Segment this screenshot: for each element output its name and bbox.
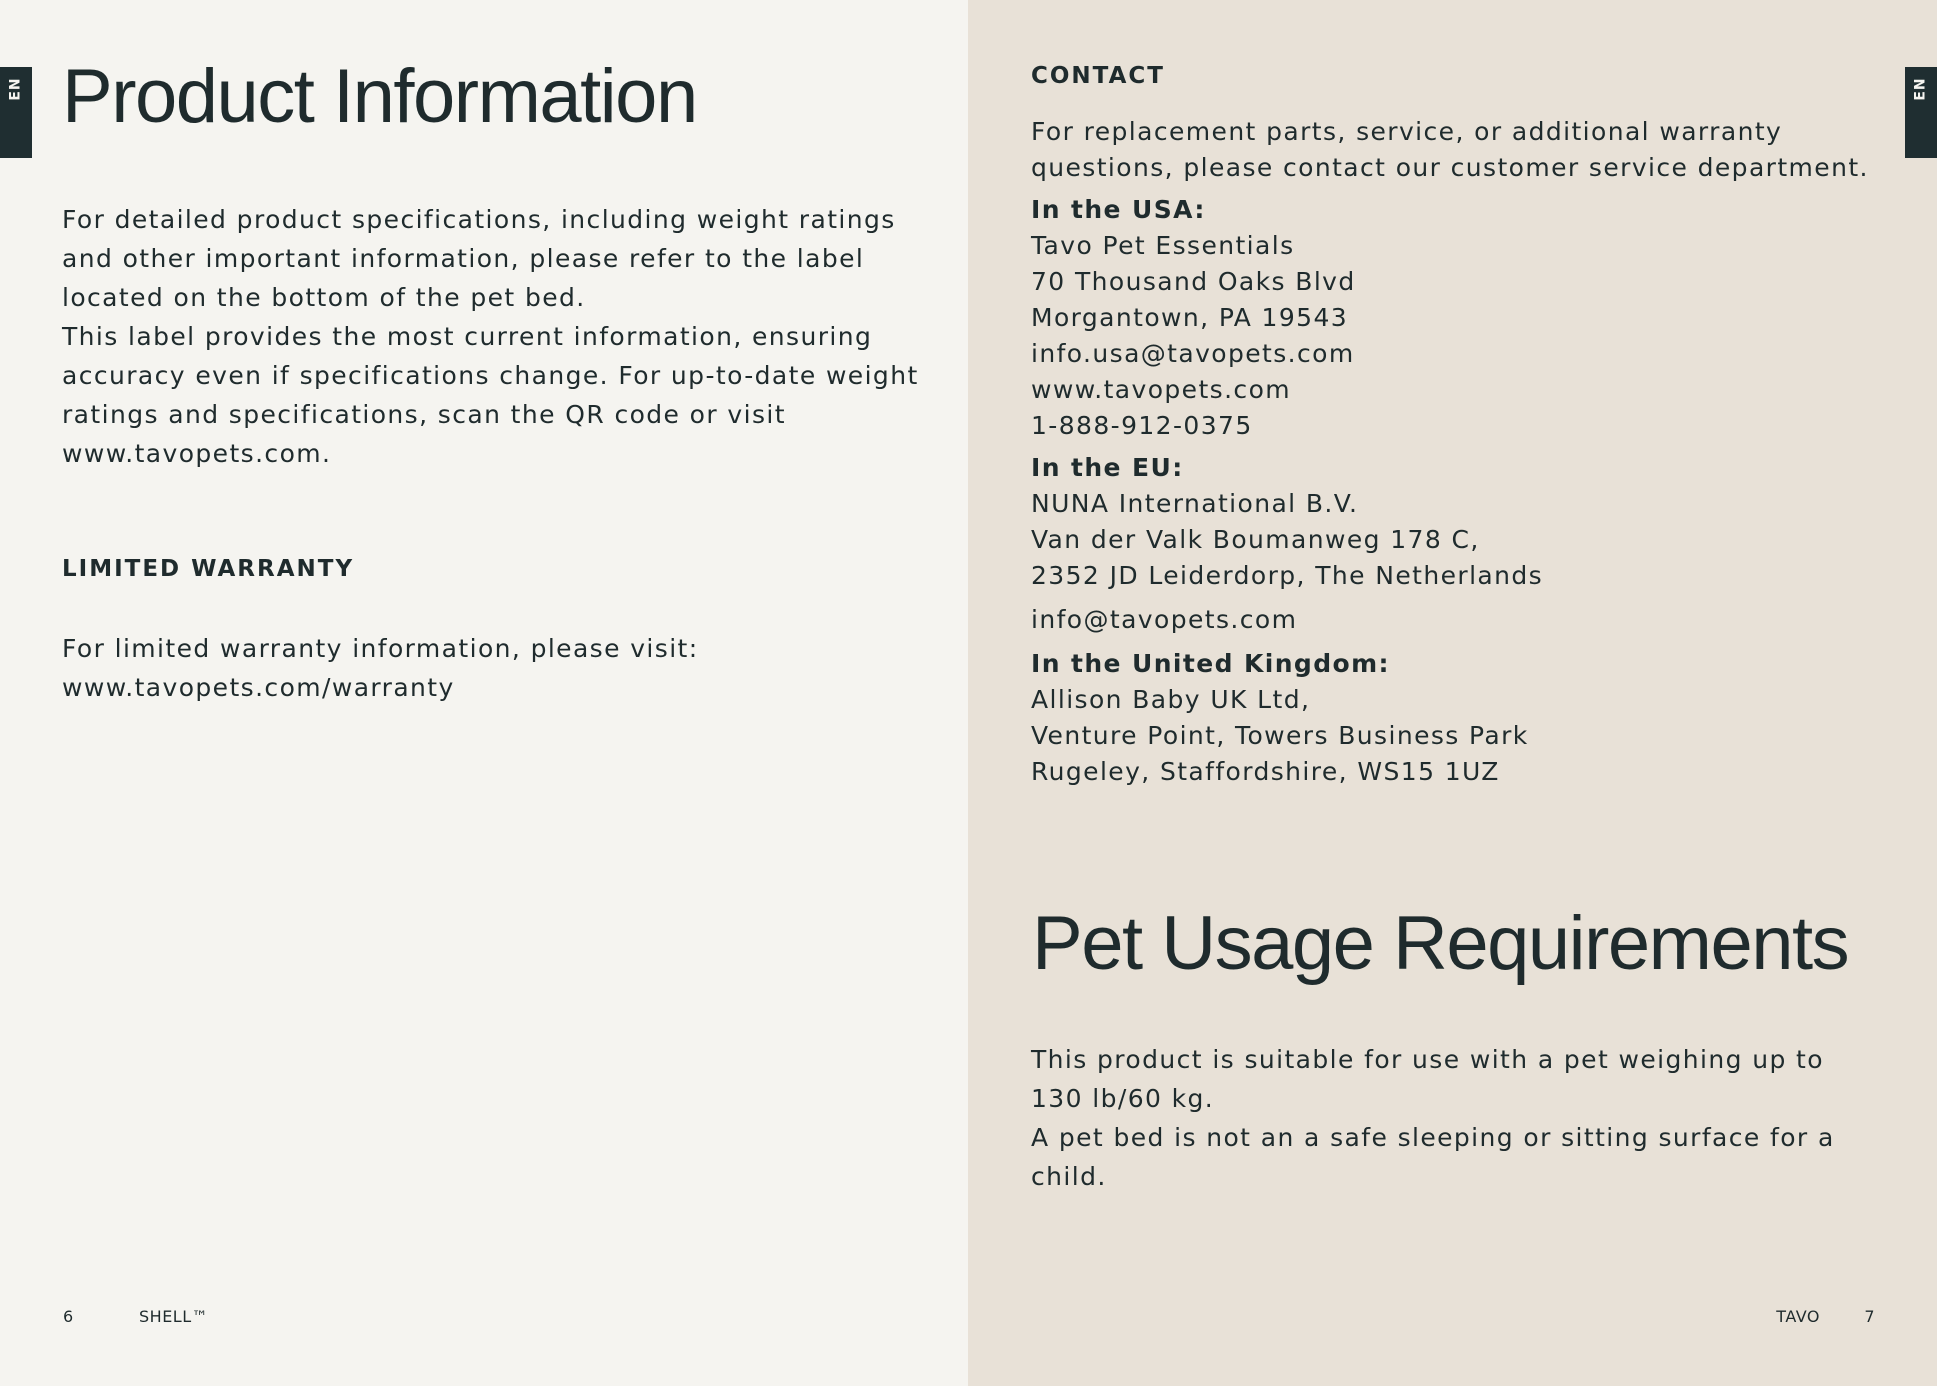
contact-block: [1031, 114, 1911, 796]
contact-uk: [1031, 646, 1911, 790]
usa-phone[interactable]: 1-888-912-0375: [1031, 411, 1253, 440]
contact-heading: CONTACT: [1031, 63, 1165, 89]
page-title-pet-usage: Pet Usage Requirements: [1032, 901, 1849, 986]
limited-warranty-heading: LIMITED WARRANTY: [62, 556, 355, 582]
eu-company: NUNA International B.V.: [1031, 489, 1359, 518]
contact-intro: For replacement parts, service, or additional warranty questions, please contact our customer service department.: [1031, 117, 1869, 182]
product-name-footer: SHELL™: [139, 1307, 209, 1326]
eu-email[interactable]: info@tavopets.com: [1031, 605, 1298, 634]
usa-city: Morgantown, PA 19543: [1031, 303, 1349, 332]
uk-label: In the United Kingdom:: [1031, 649, 1390, 678]
page-title-product-information: Product Information: [62, 54, 697, 139]
brand-footer: TAVO: [1776, 1307, 1820, 1326]
usa-company: Tavo Pet Essentials: [1031, 231, 1295, 260]
usa-website[interactable]: www.tavopets.com: [1031, 375, 1292, 404]
left-page: [0, 0, 968, 1386]
warranty-link[interactable]: www.tavopets.com/warranty: [62, 673, 455, 702]
contact-usa: [1031, 192, 1911, 444]
language-tab-left: [0, 67, 32, 158]
uk-city: Rugeley, Staffordshire, WS15 1UZ: [1031, 757, 1500, 786]
pet-weight-text: This product is suitable for use with a pet weighing up to 130 lb/60 kg.: [1031, 1045, 1824, 1113]
eu-city: 2352 JD Leiderdorp, The Netherlands: [1031, 561, 1544, 590]
uk-company: Allison Baby UK Ltd,: [1031, 685, 1311, 714]
language-tab-label: EN: [1913, 77, 1929, 101]
eu-label: In the EU:: [1031, 453, 1184, 482]
eu-street: Van der Valk Boumanweg 178 C,: [1031, 525, 1480, 554]
page-number-left: 6: [63, 1307, 74, 1326]
page-number-right: 7: [1864, 1307, 1875, 1326]
warranty-text: For limited warranty information, please visit:: [62, 634, 699, 663]
usa-street: 70 Thousand Oaks Blvd: [1031, 267, 1356, 296]
language-tab-label: EN: [8, 77, 24, 101]
usa-label: In the USA:: [1031, 195, 1206, 224]
usa-email[interactable]: info.usa@tavopets.com: [1031, 339, 1355, 368]
contact-eu: [1031, 450, 1911, 638]
label-info-paragraph: This label provides the most current information, ensuring accuracy even if specifications change. For up-to-date weight ratings and specifications, scan the QR code or visit www.tavopets.com.: [62, 322, 919, 468]
child-warning-text: A pet bed is not an a safe sleeping or sitting surface for a child.: [1031, 1123, 1835, 1191]
uk-street: Venture Point, Towers Business Park: [1031, 721, 1529, 750]
product-info-paragraph: For detailed product specifications, including weight ratings and other important information, please refer to the label located on the bottom of the pet bed.: [62, 205, 896, 312]
